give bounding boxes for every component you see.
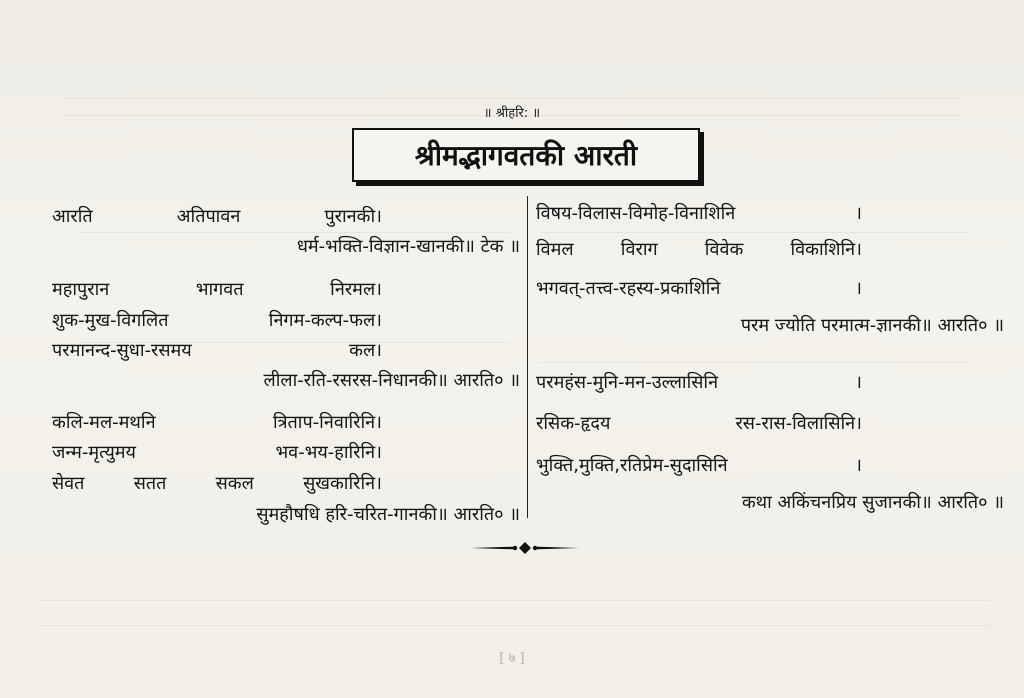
left-stanza2-refrain: लीला-रति-रसरस-निधानकी॥ आरति० ॥ xyxy=(263,370,520,391)
right-stanza1-line1 xyxy=(536,201,862,227)
verse-word: विषय-विलास-विमोह-विनाशिनि xyxy=(536,203,736,224)
verse-word: । xyxy=(855,278,862,299)
ornament-divider-icon xyxy=(469,541,581,555)
page-title xyxy=(352,128,700,182)
verse-word: जन्म-मृत्युमय xyxy=(52,442,136,463)
verse-word: परमहंस-मुनि-मन-उल्लासिनि xyxy=(536,372,719,393)
verse-word: सेवत xyxy=(52,473,85,494)
left-stanza2-line3 xyxy=(52,338,382,364)
verse-word: भागवत xyxy=(195,279,244,300)
right-stanza2-line3 xyxy=(536,453,862,479)
verse-word: शुक-मुख-विगलित xyxy=(52,310,169,331)
right-stanza1-line3 xyxy=(536,276,862,302)
page-title-text: श्रीमद्भागवतकी आरती xyxy=(414,139,638,172)
verse-word: कलि-मल-मथनि xyxy=(52,412,156,433)
verse-word: रस-रास-विलासिनि। xyxy=(735,413,862,434)
right-stanza2-line1 xyxy=(536,370,862,396)
left-stanza3-line3 xyxy=(52,471,382,497)
verse-word: रसिक-हृदय xyxy=(536,413,611,434)
verse-word: विवेक xyxy=(704,239,744,260)
verse-word: सुखकारिनि। xyxy=(303,473,382,494)
verse-word: सकल xyxy=(215,473,254,494)
verse-word: अतिपावन xyxy=(176,206,241,227)
right-stanza1-refrain: परम ज्योति परमात्म-ज्ञानकी॥ आरति० ॥ xyxy=(740,315,1004,336)
verse-word: विकाशिनि। xyxy=(790,239,862,260)
column-divider xyxy=(527,196,528,518)
page-number: [ ७ ] xyxy=(499,651,525,666)
verse-word: भगवत्-तत्त्व-रहस्य-प्रकाशिनि xyxy=(536,278,721,299)
verse-word: विराग xyxy=(620,239,658,260)
verse-word: सतत xyxy=(133,473,167,494)
verse-word: विमल xyxy=(536,239,574,260)
verse-word: कल। xyxy=(349,340,382,361)
invocation-header: ॥ श्रीहरि: ॥ xyxy=(483,106,541,121)
verse-word: । xyxy=(855,203,862,224)
verse-word: महापुरान xyxy=(52,279,110,300)
verse-word: । xyxy=(855,372,862,393)
verse-word: त्रिताप-निवारिनि। xyxy=(272,412,382,433)
right-stanza1-line2 xyxy=(536,237,862,263)
left-stanza2-line2 xyxy=(52,308,382,334)
left-stanza3-line1 xyxy=(52,410,382,436)
verse-word: निगम-कल्प-फल। xyxy=(268,310,382,331)
verse-word: निरमल। xyxy=(330,279,382,300)
verse-word: । xyxy=(855,455,862,476)
verse-word: भव-भय-हारिनि। xyxy=(275,442,382,463)
left-stanza3-refrain: सुमहौषधि हरि-चरित-गानकी॥ आरति० ॥ xyxy=(256,504,520,525)
verse-word: पुरानकी। xyxy=(324,206,382,227)
left-stanza1-refrain: धर्म-भक्ति-विज्ञान-खानकी॥ टेक ॥ xyxy=(296,236,520,257)
right-stanza2-line2 xyxy=(536,411,862,437)
verse-word: भुक्ति,मुक्ति,रतिप्रेम-सुदासिनि xyxy=(536,455,728,476)
left-stanza2-line1 xyxy=(52,277,382,303)
verse-word: आरति xyxy=(52,206,93,227)
verse-word: परमानन्द-सुधा-रसमय xyxy=(52,340,192,361)
left-stanza1-line1 xyxy=(52,204,382,230)
left-stanza3-line2 xyxy=(52,440,382,466)
right-stanza2-refrain: कथा अकिंचनप्रिय सुजानकी॥ आरति० ॥ xyxy=(741,492,1004,513)
